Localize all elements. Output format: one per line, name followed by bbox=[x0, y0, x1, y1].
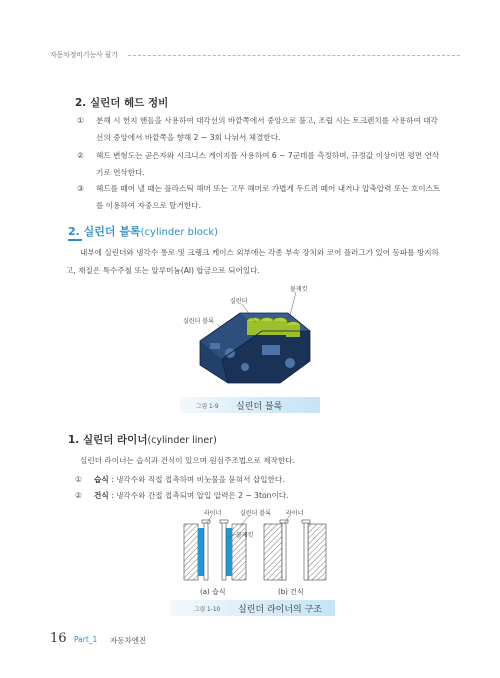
figure-1-10-number: 그림 1-10 bbox=[194, 607, 221, 613]
item-text: 헤드를 떼어 낼 때는 플라스틱 해머 또는 고무 해머로 가볍게 두드려 떼어 내거나 압축압력 또는 호이스트를 이용하여 자중으로 탈거한다. bbox=[96, 184, 441, 210]
figure-cylinder-block bbox=[170, 283, 330, 391]
section-block-title-underline bbox=[68, 239, 82, 241]
section-liner-title bbox=[68, 432, 217, 447]
figure-cylinder-liner bbox=[180, 508, 330, 602]
item-number: ① bbox=[77, 116, 84, 125]
item-text: : 냉각수와 직접 접촉하며 비눗물을 묻혀서 삽입한다. bbox=[108, 475, 285, 484]
liner-paragraph: 실린더 라이너는 습식과 건식이 있으며 원심주조법으로 제작한다. bbox=[80, 456, 295, 465]
item-number: ③ bbox=[77, 184, 84, 193]
liner-item-wet bbox=[75, 471, 440, 488]
running-head-title: 자동차정비기능사 필기 bbox=[50, 51, 118, 59]
head-repair-item-2 bbox=[77, 147, 442, 181]
section-head-repair-title: 2. 실린더 헤드 정비 bbox=[75, 97, 169, 109]
item-term: 습식 bbox=[94, 475, 109, 484]
running-head bbox=[50, 50, 460, 64]
item-number: ① bbox=[75, 475, 82, 484]
label-water-jacket: 물재킷 bbox=[290, 286, 308, 293]
page-number: 16 bbox=[50, 631, 67, 646]
figure-1-9-title: 실린더 블록 bbox=[236, 402, 283, 412]
item-number: ② bbox=[75, 491, 82, 500]
figure-1-9-caption bbox=[180, 397, 320, 413]
cylinder-block-illustration bbox=[170, 283, 330, 391]
section-block-title bbox=[68, 223, 218, 239]
figure-1-9-number: 그림 1-9 bbox=[196, 404, 219, 410]
block-paragraph: 내부에 실린더와 냉각수 통로 및 크랭크 케이스 외부에는 각종 부속 장치와 코어 플러그가 있어 동파를 방지하고, 재질은 특수주철 또는 알루미늄(Al) 합금으로 되어있다. bbox=[66, 248, 439, 275]
head-repair-item-3 bbox=[77, 180, 442, 214]
label-liner-right: 라이너 bbox=[286, 510, 304, 517]
subcaption-wet: (a) 습식 bbox=[200, 588, 226, 596]
item-text: 분해 시 헌지 핸들을 사용하여 대각선의 바깥쪽에서 중앙으로 풀고, 조립 시는 토크렌치를 사용하여 대각선의 중앙에서 바깥쪽을 향해 2 ~ 3회 나눠서 체결한다. bbox=[96, 116, 438, 142]
figure-1-10-title: 실린더 라이너의 구조 bbox=[238, 605, 322, 615]
item-text: : 냉각수와 간접 접촉되며 압입 압력은 2 ~ 3ton이다. bbox=[108, 491, 289, 500]
footer-title: 자동차엔진 bbox=[110, 636, 147, 645]
liner-wet-diagram bbox=[184, 520, 246, 580]
label-water-jacket-2: 물재킷 bbox=[236, 532, 254, 539]
head-repair-item-1 bbox=[77, 112, 442, 146]
label-cylinder: 실린더 bbox=[230, 298, 248, 305]
label-cylinder-block-2: 실린더 블록 bbox=[240, 510, 271, 517]
running-head-rule bbox=[128, 55, 460, 56]
liner-item-dry bbox=[75, 487, 440, 504]
figure-1-10-caption bbox=[170, 600, 335, 616]
water-jacket-right bbox=[226, 528, 232, 576]
footer-part: Part_1 bbox=[74, 635, 98, 644]
label-liner-left: 라이너 bbox=[204, 510, 222, 517]
item-number: ② bbox=[77, 151, 84, 160]
subcaption-dry: (b) 건식 bbox=[278, 588, 304, 596]
item-text: 헤드 변형도는 곧은자와 시크니스 게이지를 사용하여 6 ~ 7군데를 측정하며, 규정값 이상이면 평면 연삭기로 연삭한다. bbox=[96, 151, 440, 177]
section-block-title-en: (cylinder block) bbox=[140, 227, 219, 238]
liner-dry-diagram bbox=[264, 520, 326, 580]
label-cylinder-block: 실린더 블록 bbox=[183, 318, 214, 325]
water-jacket-left bbox=[198, 528, 204, 576]
item-term: 건식 bbox=[94, 491, 109, 500]
section-block-title-ko: 2. 실린더 블록 bbox=[68, 225, 141, 238]
section-liner-title-en: (cylinder liner) bbox=[147, 435, 217, 446]
section-liner-title-ko: 1. 실린더 라이너 bbox=[68, 434, 148, 446]
